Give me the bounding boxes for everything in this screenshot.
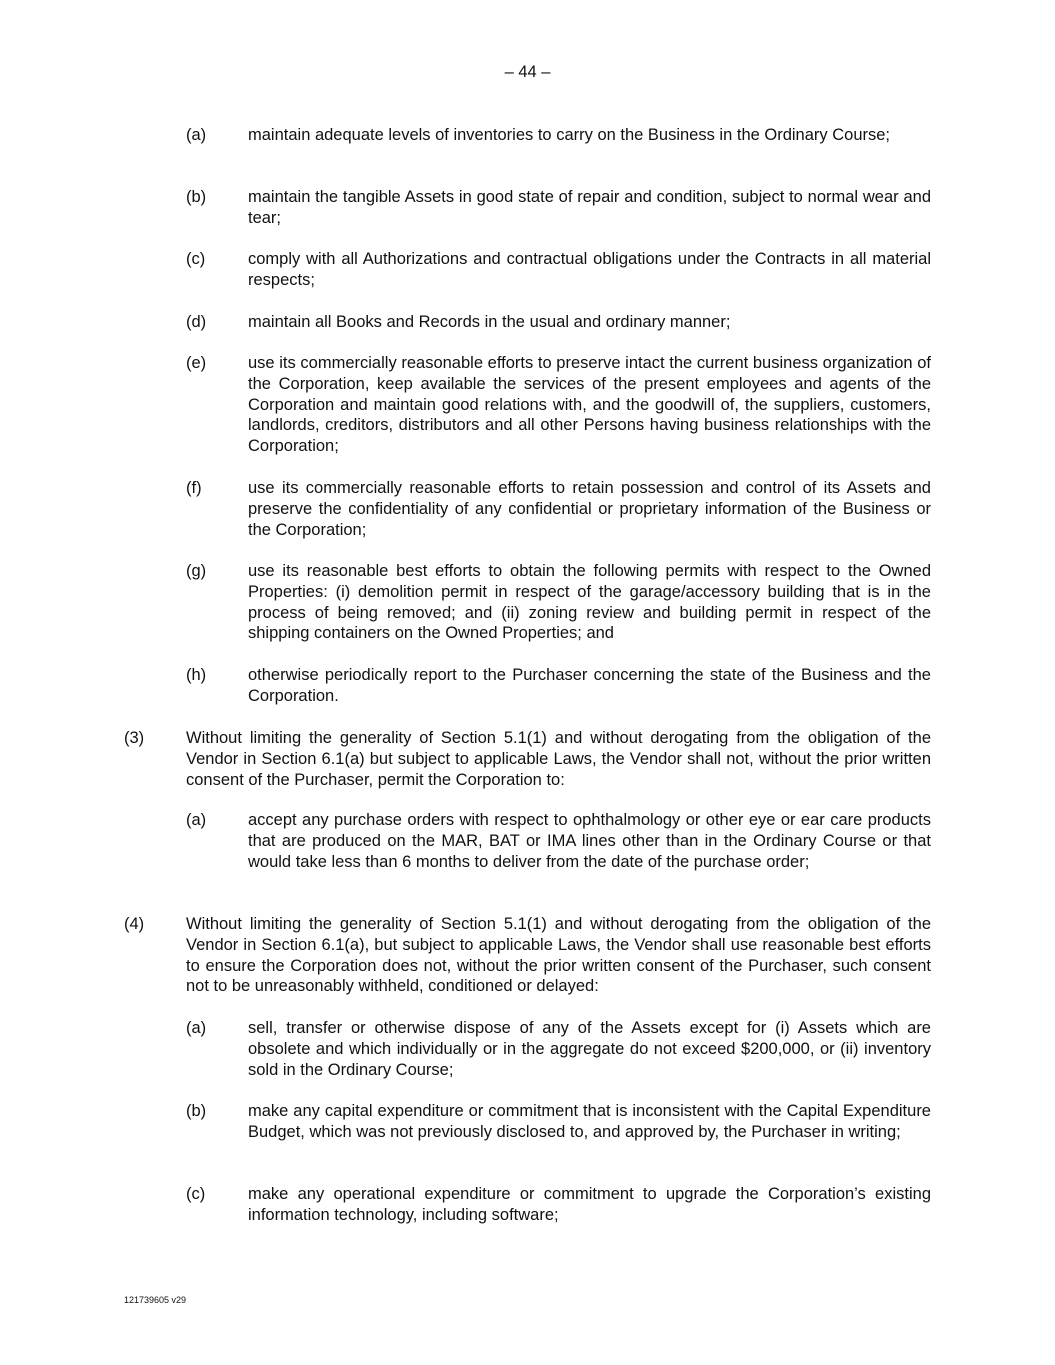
section-text: Without limiting the generality of Section 5.1(1) and without derogating from the obligation of the Vendor in Section 6.1(a) but subject to applicable Laws, the Vendor shall not, without the prior written consent of the Purchaser, permit the Corporation to: (186, 729, 931, 789)
item-text: accept any purchase orders with respect to ophthalmology or other eye or ear care products that are produced on the MAR, BAT or IMA lines other than in the Ordinary Course or that would take less than 6 months to deliver from the date of the purchase order; (248, 811, 931, 871)
item-label: (a) (186, 811, 207, 829)
item-text: maintain adequate levels of inventories to carry on the Business in the Ordinary Course; (248, 126, 891, 144)
item-label: (g) (186, 562, 207, 580)
section-label: (3) (124, 729, 145, 747)
item-text: make any operational expenditure or commitment to upgrade the Corporation’s existing information technology, including software; (248, 1185, 931, 1224)
item-label: (d) (186, 313, 207, 331)
item-text: use its commercially reasonable efforts to retain possession and control of its Assets and preserve the confidentiality of any confidential or proprietary information of the Business or the Corporation; (248, 479, 931, 539)
item-text: maintain the tangible Assets in good state of repair and condition, subject to normal wear and tear; (248, 188, 931, 227)
item-label: (c) (186, 250, 206, 268)
item-label: (b) (186, 188, 207, 206)
section-label: (4) (124, 915, 145, 933)
item-label: (e) (186, 354, 207, 372)
item-label: (b) (186, 1102, 207, 1120)
document-id-footer: 121739605 v29 (124, 1295, 187, 1305)
item-label: (a) (186, 126, 207, 144)
item-text: use its commercially reasonable efforts to preserve intact the current business organization of the Corporation, keep available the services of the present employees and agents of the Corporation and maintain good relations with, and the goodwill of, the suppliers, customers, landlords, creditors, distributors and all other Persons having business relationships with the Corporation; (248, 354, 931, 456)
item-label: (c) (186, 1185, 206, 1203)
item-text: maintain all Books and Records in the usual and ordinary manner; (248, 313, 731, 331)
item-text: otherwise periodically report to the Purchaser concerning the state of the Business and the Corporation. (248, 666, 931, 705)
item-label: (f) (186, 479, 202, 497)
page-number: – 44 – (504, 63, 551, 81)
item-label: (a) (186, 1019, 207, 1037)
item-text: comply with all Authorizations and contractual obligations under the Contracts in all material respects; (248, 250, 931, 289)
item-text: make any capital expenditure or commitment that is inconsistent with the Capital Expenditure Budget, which was not previously disclosed to, and approved by, the Purchaser in writing; (248, 1102, 931, 1141)
item-text: sell, transfer or otherwise dispose of any of the Assets except for (i) Assets which are obsolete and which individually or in the aggregate do not exceed $200,000, or (ii) inventory sold in the Ordinary Course; (248, 1019, 931, 1079)
item-text: use its reasonable best efforts to obtain the following permits with respect to the Owned Properties: (i) demolition permit in respect of the garage/accessory building that is in the process of being removed; and (ii) zoning review and building permit in respect of the shipping containers on the Owned Properties; and (248, 562, 931, 643)
section-text: Without limiting the generality of Section 5.1(1) and without derogating from the obligation of the Vendor in Section 6.1(a), but subject to applicable Laws, the Vendor shall use reasonable best efforts to ensure the Corporation does not, without the prior written consent of the Purchaser, such consent not to be unreasonably withheld, conditioned or delayed: (186, 915, 931, 996)
item-label: (h) (186, 666, 207, 684)
